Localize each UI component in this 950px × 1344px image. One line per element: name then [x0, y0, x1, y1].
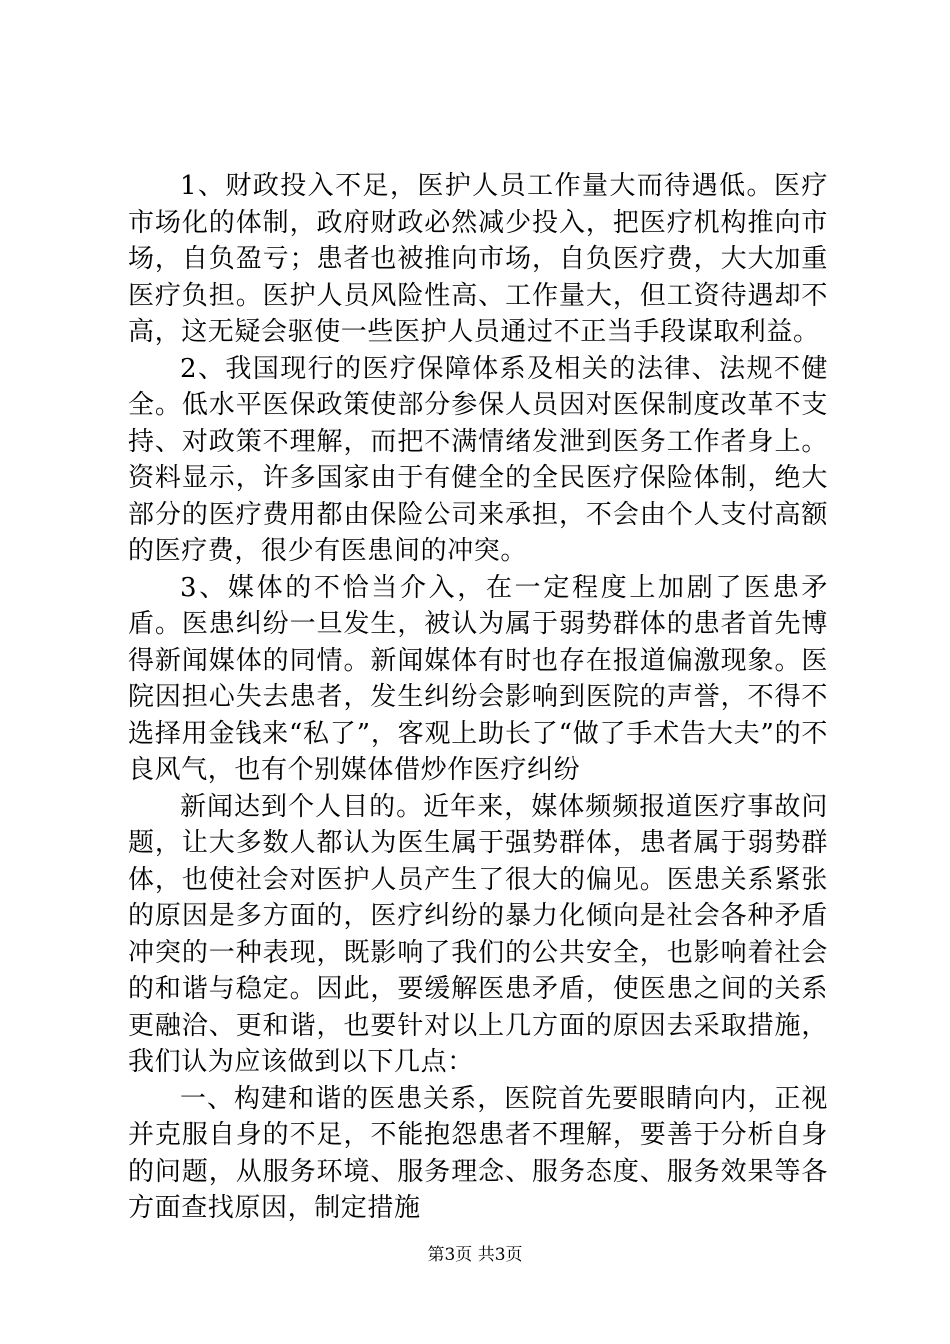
paragraph-4: 新闻达到个人目的。近年来，媒体频频报道医疗事故问题，让大多数人都认为医生属于强势群体，患者属于弱势群体，也使社会对医护人员产生了很大的偏见。医患关系紧张的原因是多方面的，医疗纠纷的暴力化倾向是社会各种矛盾冲突的一种表现，既影响了我们的公共安全，也影响着社会的和谐与稳定。因此，要缓解医患矛盾，使医患之间的关系更融洽、更和谐，也要针对以上几方面的原因去采取措施，我们认为应该做到以下几点：: [128, 791, 828, 1077]
paragraph-5: 一、构建和谐的医患关系，医院首先要眼睛向内，正视并克服自身的不足，不能抱怨患者不理解，要善于分析自身的问题，从服务环境、服务理念、服务态度、服务效果等各方面查找原因，制定措施: [128, 1083, 828, 1223]
paragraph-3: 3、媒体的不恰当介入，在一定程度上加剧了医患矛盾。医患纠纷一旦发生，被认为属于弱势群体的患者首先博得新闻媒体的同情。新闻媒体有时也存在报道偏激现象。医院因担心失去患者，发生纠纷会影响到医院的声誉，不得不选择用金钱来“私了”，客观上助长了“做了手术告大夫”的不良风气，也有个别媒体借炒作医疗纠纷: [128, 572, 828, 785]
paragraph-2: 2、我国现行的医疗保障体系及相关的法律、法规不健全。低水平医保政策使部分参保人员因对医保制度改革不支持、对政策不理解，而把不满情绪发泄到医务工作者身上。资料显示，许多国家由于有健全的全民医疗保险体制，绝大部分的医疗费用都由保险公司来承担，不会由个人支付高额的医疗费，很少有医患间的冲突。: [128, 353, 828, 566]
document-body: [128, 168, 828, 1227]
page-number-label: 第3页 共3页: [427, 1245, 523, 1265]
paragraph-1: 1、财政投入不足，医护人员工作量大而待遇低。医疗市场化的体制，政府财政必然减少投入，把医疗机构推向市场，自负盈亏；患者也被推向市场，自负医疗费，大大加重医疗负担。医护人员风险性高、工作量大，但工资待遇却不高，这无疑会驱使一些医护人员通过不正当手段谋取利益。: [128, 171, 828, 347]
page-footer: [0, 1243, 950, 1267]
